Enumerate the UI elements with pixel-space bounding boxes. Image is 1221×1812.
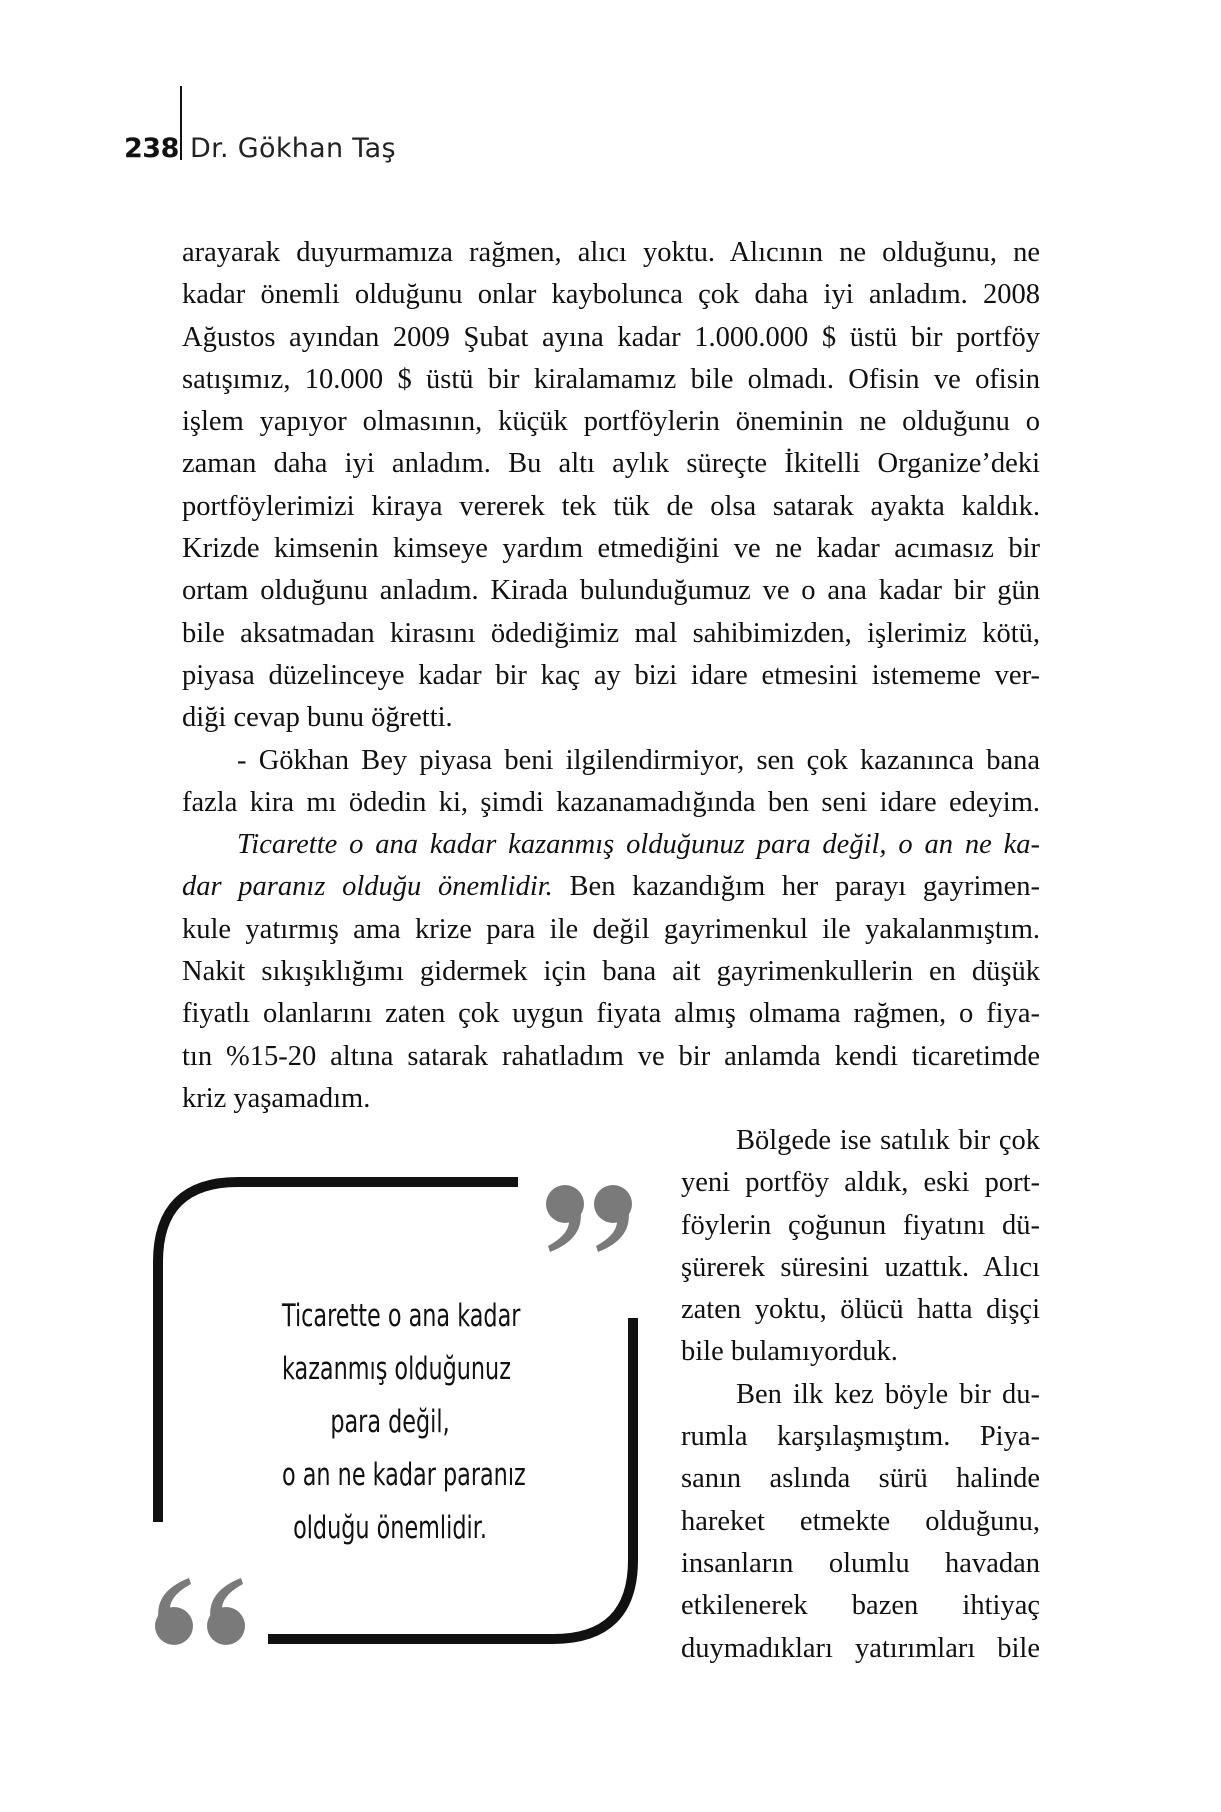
italic-fragment: dar paranız olduğu önemlidir.: [182, 871, 553, 903]
body-line: fiyatlı olanlarını zaten çok uygun fiyata almış olmama rağmen, o fiya-: [182, 998, 1040, 1030]
pull-quote-line: o an ne kadar paranız: [282, 1457, 526, 1493]
column-line: Ben ilk kez böyle bir du-: [736, 1378, 1040, 1410]
body-line: bile aksatmadan kirasını ödediğimiz mal sahibimizden, işlerimiz kötü,: [182, 617, 1040, 649]
pull-quote-line: olduğu önemlidir.: [293, 1510, 487, 1546]
body-line: arayarak duyurmamıza rağmen, alıcı yoktu. Alıcının ne olduğunu, ne: [182, 237, 1040, 268]
column-line: zaten yoktu, ölücü hatta dişçi: [681, 1294, 1040, 1326]
column-line: insanların olumlu havadan: [681, 1547, 1040, 1579]
body-line: Nakit sıkışıklığımı gidermek için bana ait gayrimenkullerin en düşük: [182, 956, 1040, 988]
column-line: föylerin çoğunun fiyatını dü-: [681, 1209, 1040, 1241]
body-line: ortam olduğunu anladım. Kirada bulunduğumuz ve o ana kadar bir gün: [182, 575, 1040, 607]
body-line: Ağustos ayından 2009 Şubat ayına kadar 1.000.000 $ üstü bir portföy: [182, 321, 1040, 353]
italic-line: Ticarette o ana kadar kazanmış olduğunuz para değil, o an ne ka-: [237, 829, 1040, 861]
body-line: fazla kira mı ödedin ki, şimdi kazanamadığında ben seni idare edeyim.: [182, 786, 1040, 818]
body-line: portföylerimizi kiraya vererek tek tük de olsa satarak ayakta kaldık.: [182, 490, 1040, 522]
body-line: - Gökhan Bey piyasa beni ilgilendirmiyor, sen çok kazanınca bana: [237, 744, 1040, 776]
body-line: kriz yaşamadım.: [182, 1082, 371, 1114]
close-quote-icon: [546, 1185, 632, 1252]
column-line: etkilenerek bazen ihtiyaç: [681, 1590, 1040, 1622]
body-line: Krizde kimsenin kimseye yardım etmediğini ve ne kadar acımasız bir: [182, 533, 1040, 565]
column-line: şürerek süresini uzattık. Alıcı: [681, 1251, 1040, 1283]
pull-quote-line: para değil,: [330, 1404, 450, 1440]
body-line: tın %15-20 altına satarak rahatladım ve bir anlamda kendi ticaretimde: [182, 1040, 1040, 1072]
body-line: kadar önemli olduğunu onlar kaybolunca çok daha iyi anladım. 2008: [182, 279, 1040, 311]
body-line: diği cevap bunu öğretti.: [182, 702, 453, 734]
body-line: piyasa düzelinceye kadar bir kaç ay bizi idare etmesini istememe ver-: [182, 659, 1040, 691]
mixed-line: [182, 866, 1040, 908]
column-line: bile bulamıyorduk.: [681, 1336, 898, 1368]
column-line: Bölgede ise satılık bir çok: [736, 1125, 1040, 1156]
roman-fragment: Ben kazandığım her parayı gayrimen-: [552, 871, 1040, 903]
column-line: rumla karşılaşmıştım. Piya-: [681, 1421, 1040, 1453]
column-line: yeni portföy aldık, eski port-: [681, 1167, 1040, 1199]
body-line: zaman daha iyi anladım. Bu altı aylık süreçte İkitelli Organize’deki: [182, 448, 1040, 480]
body-text: [182, 232, 1040, 1120]
header-divider: [180, 86, 182, 160]
body-line: işlem yapıyor olmasının, küçük portföylerin öneminin ne olduğunu o: [182, 406, 1040, 438]
page-number: 238: [124, 133, 179, 164]
running-head: Dr. Gökhan Taş: [190, 133, 396, 164]
pull-quote-line: kazanmış olduğunuz: [282, 1351, 511, 1387]
pull-quote-line: Ticarette o ana kadar: [282, 1298, 521, 1334]
pull-quote-text: [282, 1290, 526, 1555]
body-line: kule yatırmış ama krize para ile değil gayrimenkul ile yakalanmıştım.: [182, 913, 1040, 945]
column-line: hareket etmekte olduğunu,: [681, 1505, 1040, 1537]
column-line: sanın aslında sürü halinde: [681, 1463, 1040, 1495]
column-text: [681, 1120, 1040, 1670]
open-quote-icon: [155, 1578, 245, 1645]
body-line: satışımız, 10.000 $ üstü bir kiralamamız bile olmadı. Ofisin ve ofisin: [182, 363, 1040, 395]
column-line: duymadıkları yatırımları bile: [681, 1632, 1040, 1664]
